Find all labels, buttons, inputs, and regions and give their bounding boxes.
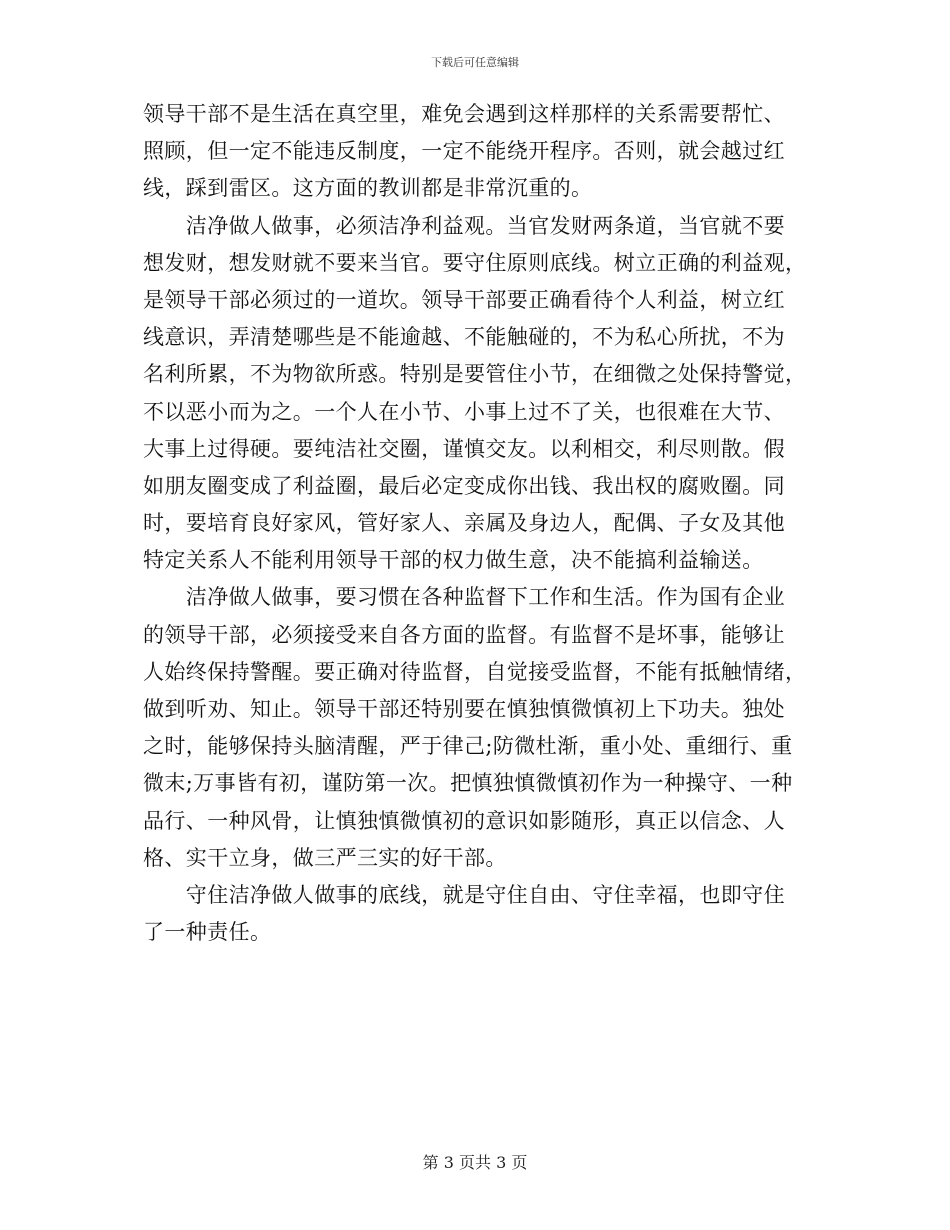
text-line: 名利所累，不为物欲所惑。特别是要管住小节，在细微之处保持警觉， <box>143 362 807 387</box>
text-line: 线意识，弄清楚哪些是不能逾越、不能触碰的，不为私心所扰，不为 <box>143 325 785 350</box>
text-line: 是领导干部必须过的一道坎。领导干部要正确看待个人利益，树立红 <box>143 287 785 312</box>
text-line: 人始终保持警醒。要正确对待监督，自觉接受监督，不能有抵触情绪， <box>143 659 807 684</box>
text-line: 了一种责任。 <box>143 920 272 945</box>
text-line: 的领导干部，必须接受来自各方面的监督。有监督不是坏事，能够让 <box>143 622 785 647</box>
text-line: 格、实干立身，做三严三实的好干部。 <box>143 845 507 870</box>
page-header: 下载后可任意编辑 <box>431 56 519 69</box>
text-line: 线，踩到雷区。这方面的教训都是非常沉重的。 <box>143 176 593 201</box>
text-line: 如朋友圈变成了利益圈，最后必定变成你出钱、我出权的腐败圈。同 <box>143 473 785 498</box>
text-line: 领导干部不是生活在真空里，难免会遇到这样那样的关系需要帮忙、 <box>143 102 785 126</box>
text-line: 做到听劝、知止。领导干部还特别要在慎独慎微慎初上下功夫。独处 <box>143 697 785 721</box>
text-line: 洁净做人做事，要习惯在各种监督下工作和生活。作为国有企业 <box>143 585 785 610</box>
document-body <box>143 96 807 951</box>
text-line: 想发财，想发财就不要来当官。要守住原则底线。树立正确的利益观， <box>143 250 807 275</box>
text-line: 洁净做人做事，必须洁净利益观。当官发财两条道，当官就不要 <box>143 213 785 238</box>
text-line: 守住洁净做人做事的底线，就是守住自由、守住幸福，也即守住 <box>143 882 785 907</box>
text-line: 之时，能够保持头脑清醒，严于律己;防微杜渐，重小处、重细行、重 <box>143 734 793 759</box>
text-line: 品行、一种风骨，让慎独慎微慎初的意识如影随形，真正以信念、人 <box>143 808 785 833</box>
text-line: 不以恶小而为之。一个人在小节、小事上过不了关，也很难在大节、 <box>143 399 785 424</box>
text-line: 时，要培育良好家风，管好家人、亲属及身边人，配偶、子女及其他 <box>143 511 785 536</box>
text-line: 特定关系人不能利用领导干部的权力做生意，决不能搞利益输送。 <box>143 548 764 573</box>
text-line: 微末;万事皆有初，谨防第一次。把慎独慎微慎初作为一种操守、一种 <box>143 771 793 796</box>
text-line: 大事上过得硬。要纯洁社交圈，谨慎交友。以利相交，利尽则散。假 <box>143 436 785 461</box>
text-line: 照顾，但一定不能违反制度，一定不能绕开程序。否则，就会越过红 <box>143 139 785 164</box>
page-number: 第 3 页共 3 页 <box>422 1153 528 1172</box>
